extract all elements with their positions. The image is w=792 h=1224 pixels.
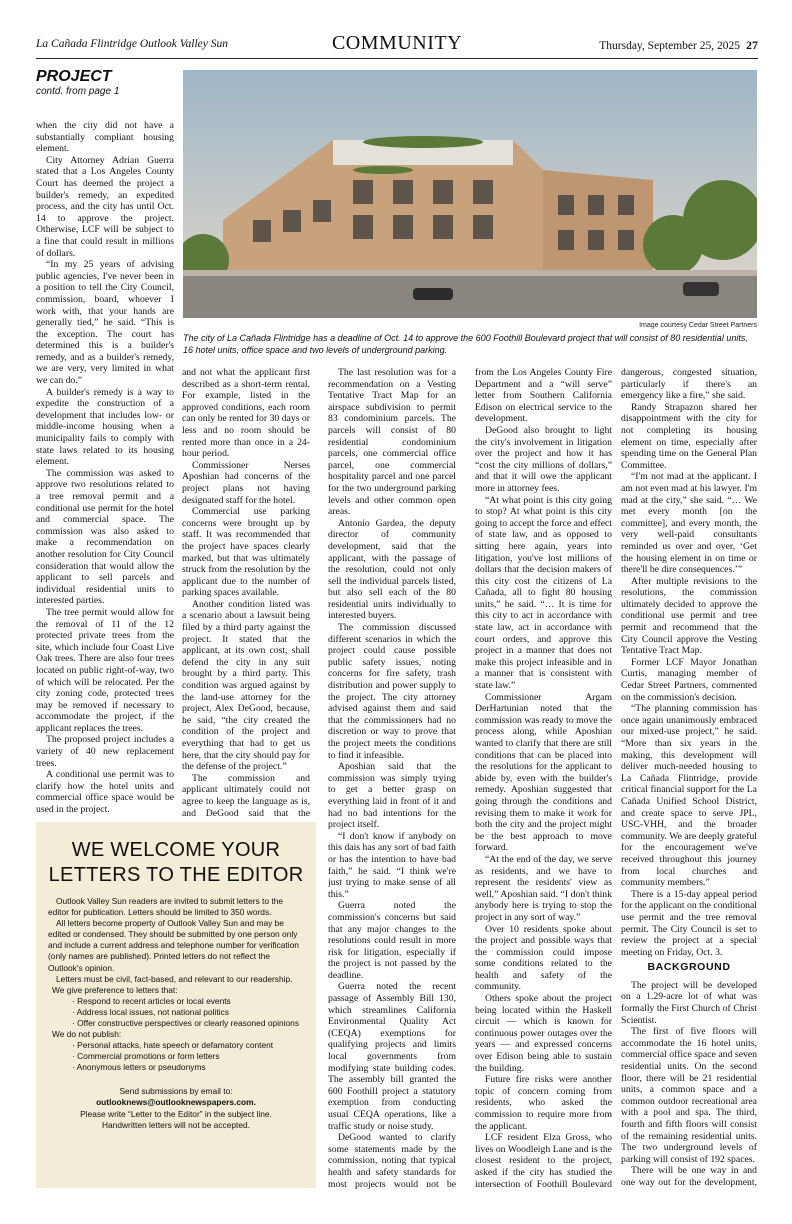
letters-heading: WE WELCOME YOUR LETTERS TO THE EDITOR xyxy=(48,839,304,886)
paragraph: when the city did not have a substantially compliant housing element. xyxy=(36,120,174,155)
date-text: Thursday, September 25, 2025 xyxy=(599,40,740,52)
paragraph: DeGood wanted to clarify some statements made by the commission, noting that typical health and safety standards for most projects would not be xyxy=(328,1132,456,1189)
paragraph: The first of five floors will accommodate the 16 hotel units, commercial office space and seven residential units. On the second floor, there will be 21 residential units, a common space and a common outdoor recreational area with a pool and spa. The third, fourth and fifth floors will consist of the remaining residential units. The two underground levels of parking will consist of 192 spaces. xyxy=(621,1026,757,1165)
list-item: · Address local issues, not national politics xyxy=(72,1007,304,1018)
paragraph: Another condition listed was a scenario about a lawsuit being filed by a third party against the project. It stated that the applicant, at its own cost, shall defend the city in any suit brought by a third party. This condition was argued against by the land-use attorney for the project, Alex DeGood, because, he said, “the city created the condition of the project and everything that had to get us here, that the city should pay for the defense of the project.” xyxy=(182,598,310,773)
submission-info xyxy=(36,1086,316,1132)
paragraph: The commission and applicant ultimately could not agree to keep the language as is, and DeGood said that the xyxy=(182,772,310,817)
list-item: · Personal attacks, hate speech or defamatory content xyxy=(72,1040,304,1051)
paragraph: The proposed project includes a variety of 40 new replacement trees. xyxy=(36,734,174,769)
preference-label: We give preference to letters that: xyxy=(52,984,178,995)
building-illustration xyxy=(183,70,757,318)
email-address[interactable]: outlooknews@outlooknewspapers.com. xyxy=(96,1097,256,1108)
paragraph: from the Los Angeles County Fire Department and a “will serve” letter from Southern California Edison on electrical service to the development. xyxy=(475,367,612,425)
exclusion-list xyxy=(48,1040,304,1073)
project-rendering-image xyxy=(183,70,757,318)
header-rule xyxy=(36,58,758,59)
page-number: 27 xyxy=(746,38,758,52)
paragraph: The last resolution was for a recommendation on a Vesting Tentative Tract Map for an airspace subdivision to permit 83 condominium parcels. The parcels will consist of 80 residential condominium parcels, one commercial office parcel, one commercial hospitality parcel and one parcel for the two underground parking levels and other common open areas. xyxy=(328,367,456,518)
article-column-3 xyxy=(328,367,456,1189)
article-column-4 xyxy=(475,367,612,1189)
article-column-1 xyxy=(36,120,174,816)
letters-to-editor-box xyxy=(36,822,316,1188)
masthead xyxy=(36,30,758,58)
paragraph: Commissioner Argam DerHartunian noted that the commission was ready to move the process along, while Aposhian wanted to clarify that there are still conditions that can be placed into the resolutions for the applicant to abide by, even with the builder's remedy. Aposhian suggested that going through the conditions and revising them to make it work for both the city and the project might be the best approach to move forward. xyxy=(475,691,612,854)
paragraph: Randy Strapazon shared her disappointment with the city for not completing its housing element on time, especially after spending time on the General Plan Committee. xyxy=(621,401,757,471)
paragraph: There will be one way in and one way out for the development, xyxy=(621,1165,757,1188)
paragraph: Over 10 residents spoke about the project and possible ways that the commission could impose some conditions related to the health and safety of the community. xyxy=(475,923,612,993)
paragraph: dangerous, congested situation, particularly if there's an emergency like a fire,” she said. xyxy=(621,367,757,402)
submission-email-link[interactable] xyxy=(36,1097,316,1109)
article-column-5 xyxy=(621,367,757,1189)
paragraph: Former LCF Mayor Jonathan Curtis, managing member of Cedar Street Partners, commented on the commission's decision. xyxy=(621,656,757,703)
paragraph: “I don't know if anybody on this dais has any sort of bad faith or has the intention to have bad faith,” he said. “I think we're just trying to make sense of all this.” xyxy=(328,830,456,900)
paragraph: Aposhian said that the commission was simply trying to get a better grasp on everything laid in front of it and had no bad intentions for the project itself. xyxy=(328,761,456,831)
continuation-title: PROJECT xyxy=(36,68,112,85)
list-item: · Respond to recent articles or local events xyxy=(72,996,304,1007)
paragraph: The tree permit would allow for the removal of 11 of the 12 protected private trees from the site, which include four Coast Live Oak trees. There are also four trees located on public right-of-way, two of which will be relocated. Per the city zoning code, protected trees may be removed if necessary to accommodate the project, if the applicant replaces the trees. xyxy=(36,606,174,734)
paragraph: “The planning commission has once again unanimously embraced our mixed-use project,” he said. “More than six years in the making, this development will deliver much-needed housing to La Cañada Flintridge, provide critical financial support for the La Cañada Unified School District, and create space to serve JPL, USC-VHH, and the broader community. We are deeply grateful for the encouragement we've received throughout this journey from local churches and community members.” xyxy=(621,703,757,889)
paragraph: Commissioner Nerses Aposhian had concerns of the project plans not having designated staff for the hotel. xyxy=(182,459,310,506)
publication-name: La Cañada Flintridge Outlook Valley Sun xyxy=(36,38,228,50)
exclusion-label: We do not publish: xyxy=(52,1029,122,1040)
photo-credit: Image courtesy Cedar Street Partners xyxy=(639,322,757,329)
submit-line: Send submissions by email to: xyxy=(119,1085,233,1096)
article-column-2 xyxy=(182,367,310,817)
paragraph: There is a 15-day appeal period for the applicant on the conditional use permit and the tree removal permit. The City Council is set to review the project at a special meeting on Friday, Oct. 3. xyxy=(621,888,757,958)
paragraph: Future fire risks were another topic of concern coming from residents, who asked the commission to require more from the applicant. xyxy=(475,1074,612,1132)
paragraph: The project will be developed on a 1.29-acre lot of what was formally the First Church of Christ Scientist. xyxy=(621,979,757,1026)
photo-caption: The city of La Cañada Flintridge has a deadline of Oct. 14 to approve the 600 Foothill Boulevard project that will consist of 80 residential units, 16 hotel units, office space and two levels of underground parking. xyxy=(183,333,748,355)
letters-body xyxy=(36,896,316,1074)
list-item: · Anonymous letters or pseudonyms xyxy=(72,1062,304,1073)
paragraph: LCF resident Elza Gross, who lives on Woodleigh Lane and is the closest resident to the project, asked if the city has studied the intersection of Foothill Boulevard xyxy=(475,1132,612,1189)
paragraph: After multiple revisions to the resolutions, the commission ultimately decided to approve the conditional use permit and tree permit and recommend that the City Council approve the Vesting Tentative Tract Map. xyxy=(621,575,757,657)
paragraph: and not what the applicant first described as a short-term rental. For example, listed in the approved conditions, each room can only be rented for 30 days or less and no room should be rented more than once in a 24-hour period. xyxy=(182,367,310,460)
paragraph: City Attorney Adrian Guerra stated that a Los Angeles County Court has deemed the project a builder's remedy, an expedited process, and the city has until Oct. 14 to approve the project. Otherwise, LCF will be subject to a fine that could result in millions of dollars. xyxy=(36,154,174,259)
paragraph: Guerra noted the recent passage of Assembly Bill 130, which streamlines California Environmental Quality Act (CEQA) exemptions for qualifying projects and limits local governments from modifying state building codes. The assembly bill granted the 600 Foothill project a statutory exemption from conducting usual CEQA operations, like a traffic study or noise study. xyxy=(328,981,456,1132)
submit-line: Handwritten letters will not be accepted. xyxy=(101,1120,251,1131)
section-heading: BACKGROUND xyxy=(647,961,731,974)
paragraph: DeGood also brought to light the city's involvement in litigation over the project and how it has “cost the city millions of dollars,” and that it will owe the applicant more in attorney fees. xyxy=(475,424,612,494)
paragraph: “In my 25 years of advising public agencies, I've never been in a position to tell the City Council, commission, board, whoever I work with, that your hands are generally tied,” he said. “This is the exception. The court has determined this is a builder's remedy, and as a builder's remedy, we are very, very limited in what we can do.” xyxy=(36,259,174,387)
paragraph: The commission discussed different scenarios in which the project could cause possible public safety issues, noting concerns for fire safety, trash distribution and power supply to the project. The city attorney advised against them and said that the commissioners had no discretion or way to prove that the project meets the conditions to find it infeasible. xyxy=(328,622,456,761)
paragraph: A conditional use permit was to clarify how the hotel units and commercial office space would be used in the project. xyxy=(36,769,174,816)
list-item: · Commercial promotions or form letters xyxy=(72,1051,304,1062)
paragraph: Commercial use parking concerns were brought up by staff. It was recommended that the project have spaces clearly marked, but that was ultimately struck from the resolution by the applicant due to the number of parking spaces available. xyxy=(182,506,310,599)
paragraph: A builder's remedy is a way to expedite the construction of a development that includes low- or middle-income housing when a municipality fails to comply with state laws related to its housing element. xyxy=(36,386,174,468)
continuation-subtitle: contd. from page 1 xyxy=(36,86,120,97)
paragraph: Antonio Gardea, the deputy director of community development, said that the applicant, with the passage of the resolution, could not only sell the individual parcels listed, but also sell each of the 80 residential units individually to interested buyers. xyxy=(328,517,456,622)
paragraph: “At what point is this city going to stop? At what point is this city going to accept the force and effect of state law, and as opposed to sitting here again, years into litigation, you've lost millions of dollars that the decision makers of this city cost the citizens of La Cañada, all to fight 80 housing units,” he said. “… It is time for this city to act in accordance with state law, act in accordance with court orders, and approve this project in a manner that does not make this project infeasible and in a manner that is consistent with state law.” xyxy=(475,494,612,692)
letters-paragraph: All letters become property of Outlook Valley Sun and may be edited or condensed. They should be submitted by one person only and include a current address and telephone number for verification (only names are published). Printed letters do not reflect the Outlook's opinion. xyxy=(48,918,299,973)
paragraph: The commission was asked to approve two resolutions related to a tree removal permit and a conditional use permit for the hotel and commercial space. The commission was also asked to make a recommendation on another resolution for City Council consideration that would allow the applicant to sell parcels and individual residential units to interested parties. xyxy=(36,467,174,607)
paragraph: Guerra noted the commission's concerns but said that any major changes to the resolutions could result in more risk for litigation, especially if the project is not passed by the deadline. xyxy=(328,900,456,981)
letters-paragraph: Letters must be civil, fact-based, and relevant to our readership. xyxy=(56,973,293,984)
letters-paragraph: Outlook Valley Sun readers are invited to submit letters to the editor for publication. Letters should be limited to 350 words. xyxy=(48,896,284,918)
paragraph: “At the end of the day, we serve as residents, and we have to represent the residents' view as well,” Aposhian said. “I don't think anybody here is trying to stop the project in any sort of way.” xyxy=(475,853,612,923)
paragraph: Others spoke about the project being located within the Haskell circuit — which is known for continuous power outages over the years — and expressed concerns over Edison being able to sustain the building. xyxy=(475,993,612,1074)
paragraph: “I'm not mad at the applicant. I am not even mad at his lawyer. I'm mad at the city,” she said. “… We met every month [on the committee], and every month, the very well-paid consultants reminded us over and over, ‘Get the housing element in on time or there'll be dire consequences.’” xyxy=(621,471,757,576)
submit-line: Please write “Letter to the Editor” in the subject line. xyxy=(80,1108,272,1119)
section-name: COMMUNITY xyxy=(331,32,463,54)
preference-list xyxy=(48,996,304,1029)
list-item: · Offer constructive perspectives or clearly reasoned opinions xyxy=(72,1018,304,1029)
issue-date xyxy=(599,38,758,53)
